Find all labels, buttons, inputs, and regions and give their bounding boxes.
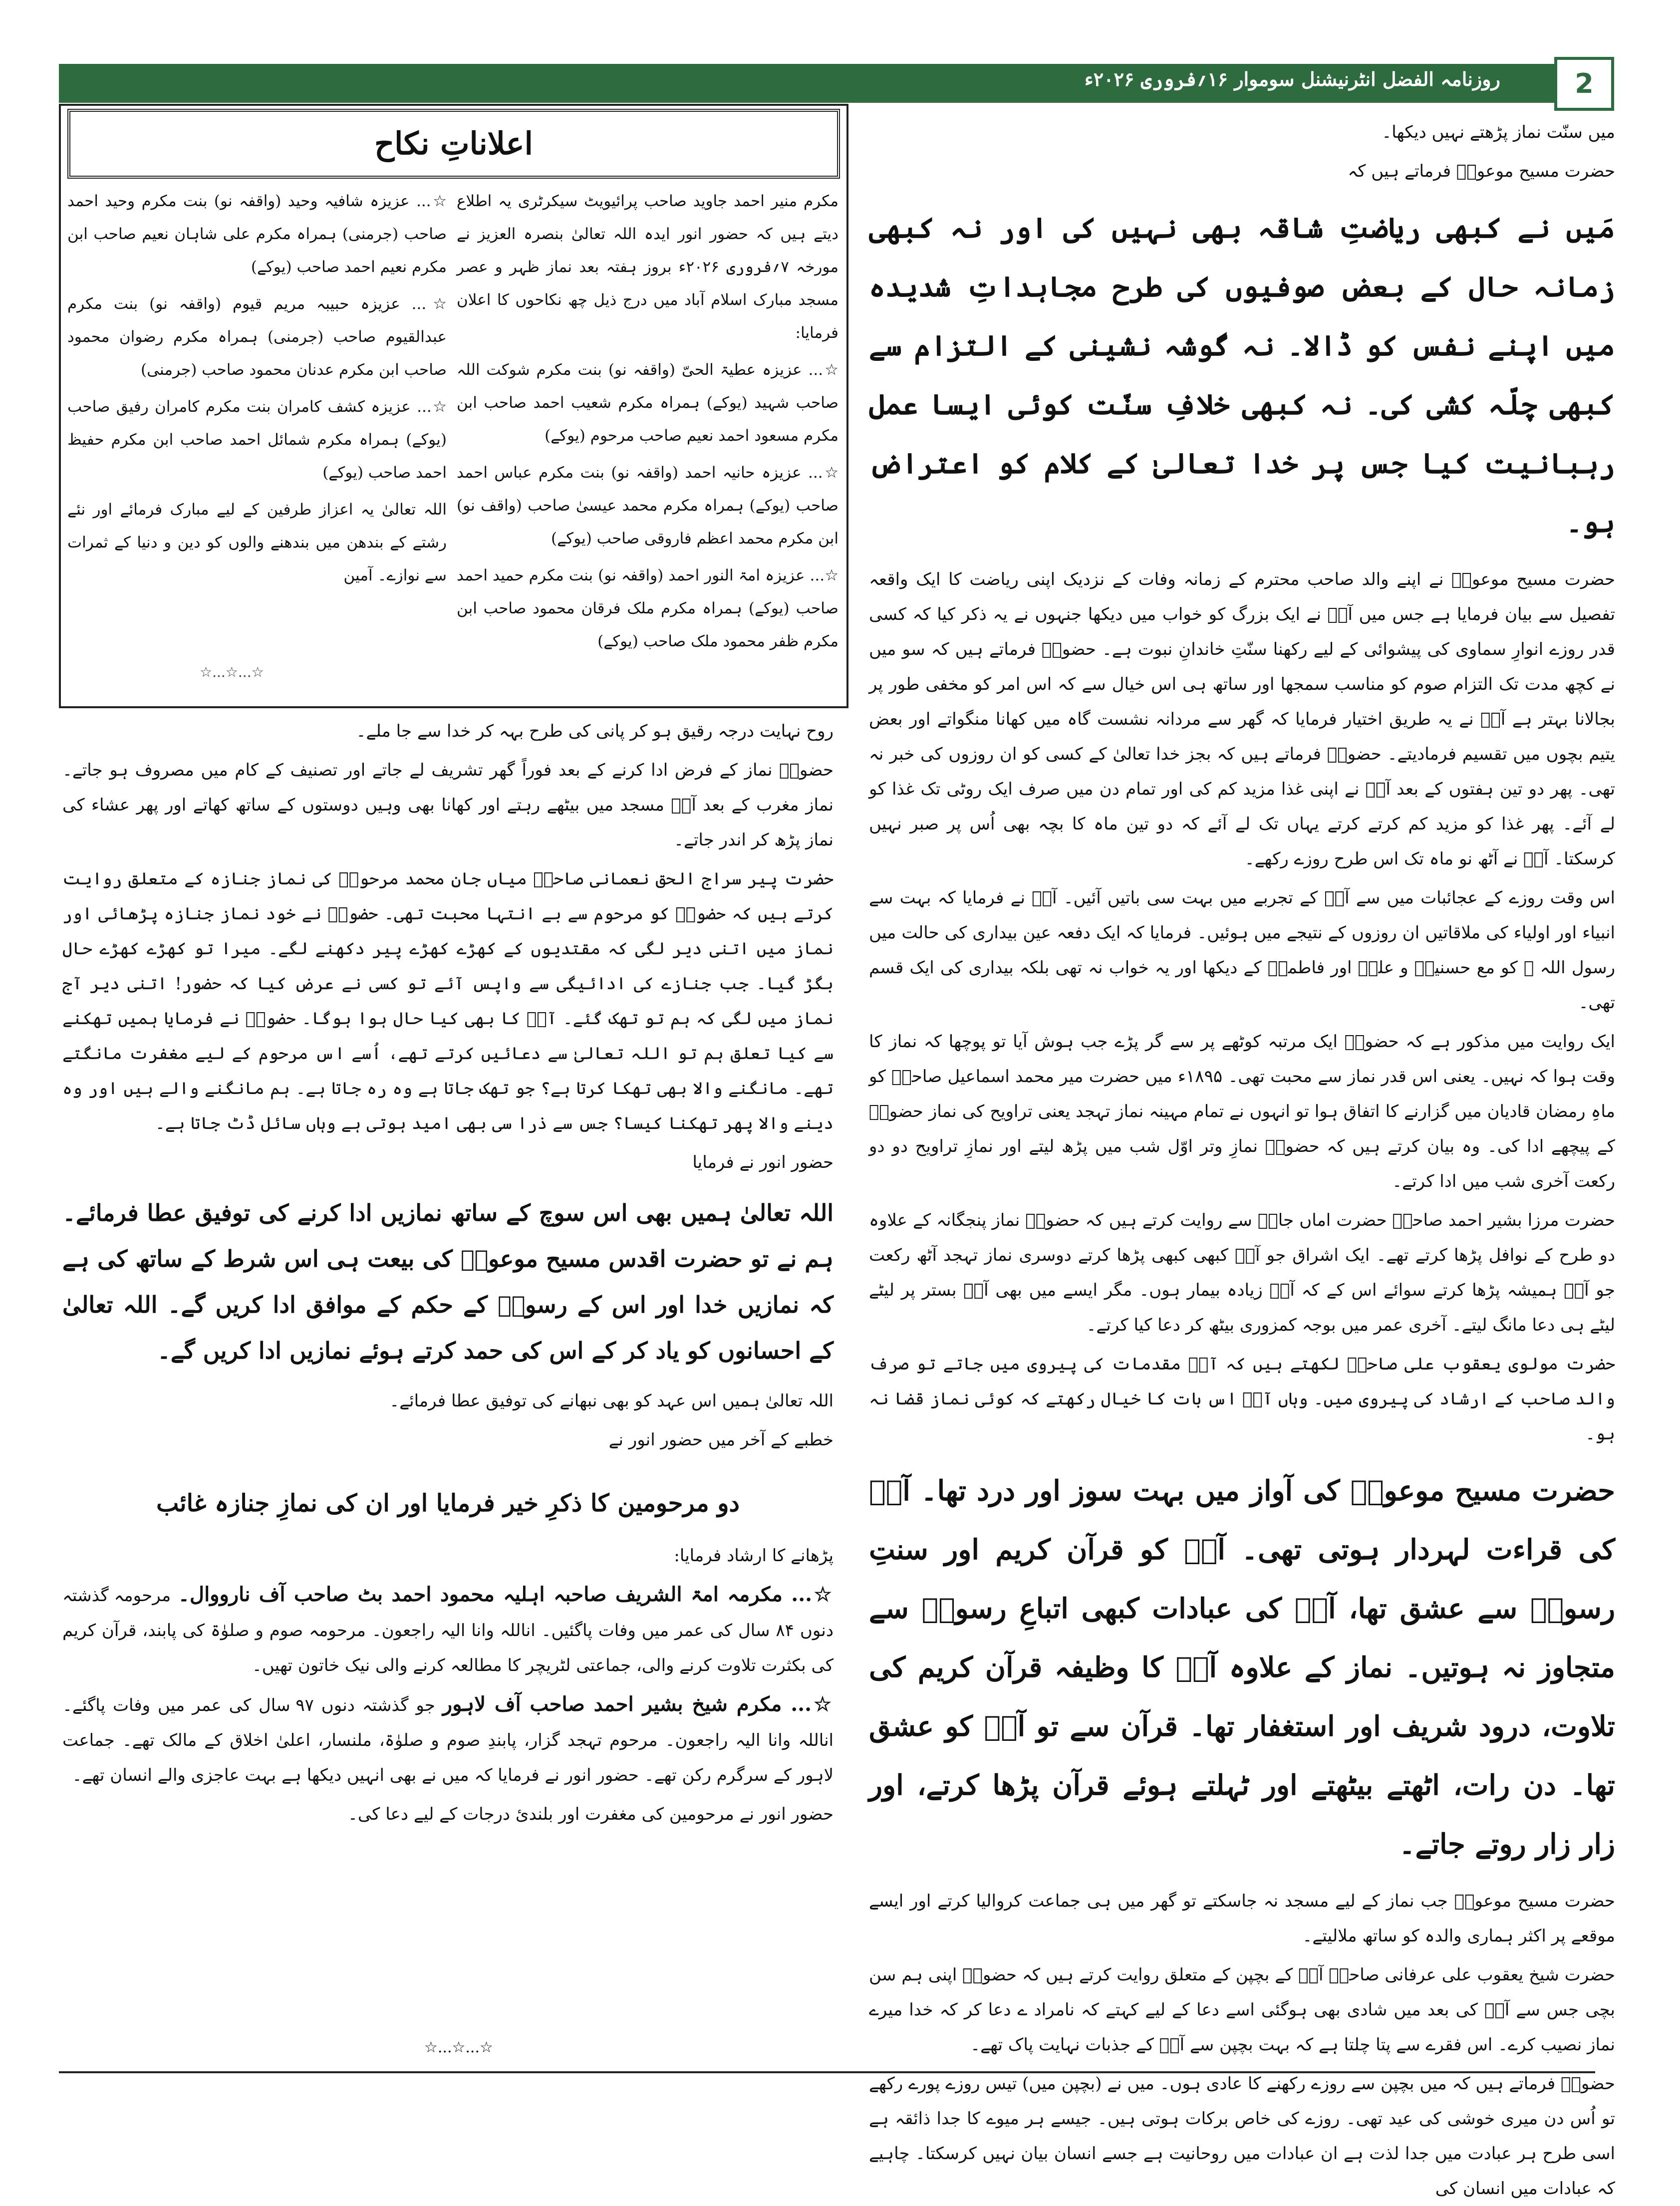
highlight-quote-3: اللہ تعالیٰ ہمیں بھی اس سوچ کے ساتھ نمازیں ادا کرنے کی توفیق عطا فرمائے۔ ہم نے تو حضرت اقدس مسیح موعودؑ کی بیعت ہی اس شرط کے ساتھ کی ہے کہ نمازیں خدا اور اس کے رسولؐ کے حکم کے موافق ادا کریں گے۔ اللہ تعالیٰ کے احسانوں کو یاد کر کے اس کی حمد کرتے ہوئے نمازیں ادا کریں گے۔ bbox=[62, 1199, 834, 1364]
separator-stars: ☆...☆...☆ bbox=[200, 664, 264, 680]
deceased-name-2: ☆... مکرم شیخ بشیر احمد صاحب آف لاہور bbox=[442, 1692, 834, 1716]
highlight-quote-2: حضرت مسیح موعودؑ کی آواز میں بہت سوز اور درد تھا۔ آپؑ کی قراءت لہردار ہوتی تھی۔ آپؑ کو قرآن کریم اور سنتِ رسولؐ سے عشق تھا، آپؑ کی عبادات کبھی اتباعِ رسولؐ سے متجاوز نہ ہوتیں۔ نماز کے علاوہ آپؑ کا وظیفہ قرآن کریم کی تلاوت، درود شریف اور استغفار تھا۔ قرآن سے تو آپؑ کو عشق تھا۔ دن رات، اٹھتے بیٹھتے اور ٹہلتے ہوئے قرآن پڑھا کرتے، اور زار زار روتے جاتے۔ bbox=[869, 1474, 1615, 1861]
paragraph: حضورؑ فرماتے ہیں کہ میں بچپن سے روزے رکھنے کا عادی ہوں۔ میں نے (بچپن میں) تیس روزے پورے رکھے تو اُس دن میری خوشی کی عید تھی۔ روزے کی خاص برکات ہوتی ہیں۔ جیسے ہر میوے کا جدا ذائقہ ہے اسی طرح ہر عبادت میں جدا لذت ہے ان عبادات میں روحانیت ہے جسے انسان بیان نہیں کرسکتا۔ چاہیے کہ عبادات میں انسان کی bbox=[869, 2074, 1615, 2199]
left-column bbox=[62, 714, 834, 2051]
paragraph: روح نہایت درجہ رقیق ہو کر پانی کی طرح بہہ کر خدا سے جا ملے۔ bbox=[356, 721, 834, 741]
nikah-entry: ☆... عزیزہ حانیہ احمد (واقفہ نو) بنت مکرم عباس احمد صاحب (یوکے) ہمراہ مکرم محمد عیسیٰ صاحب (واقف نو) ابن مکرم محمد اعظم فاروقی صاحب (یوکے) bbox=[457, 464, 839, 548]
paragraph: اس وقت روزے کے عجائبات میں سے آپؑ کے تجربے میں بہت سی باتیں آئیں۔ آپؑ نے فرمایا کہ بہت سے انبیاء اور اولیاء کی ملاقاتیں ان روزوں کے نتیجے میں ہوئیں۔ فرمایا کہ ایک دفعہ عین بیداری کی حالت میں رسول اللہ ﷺ کو مع حسنینؓ و علیؓ اور فاطمہؓ کے دیکھا اور یہ خواب نہ تھی بلکہ بیداری کی ایک قسم تھی۔ bbox=[869, 888, 1615, 1013]
bottom-rule bbox=[59, 2071, 1595, 2073]
nikah-entry: ☆... عزیزہ کشف کامران بنت مکرم کامران رفیق صاحب (یوکے) ہمراہ مکرم شمائل احمد صاحب ابن مکرم حفیظ احمد صاحب (یوکے) bbox=[67, 398, 447, 482]
paragraph: حضور انور نے فرمایا bbox=[692, 1152, 834, 1172]
nikah-right-column bbox=[457, 185, 839, 694]
deceased-name-1: ☆... مکرمہ امۃ الشریف صاحبہ اہلیہ محمود احمد بٹ صاحب آف نارووال۔ bbox=[178, 1583, 834, 1606]
highlight-quote-1: مَیں نے کبھی ریاضتِ شاقہ بھی نہیں کی اور نہ کبھی زمانہ حال کے بعض صوفیوں کی طرح مجاہداتِ شدیدہ میں اپنے نفس کو ڈالا۔ نہ گوشہ نشینی کے التزام سے کبھی چلّہ کشی کی۔ نہ کبھی خلافِ سنّت کوئی ایسا عمل رہبانیت کیا جس پر خدا تعالیٰ کے کلام کو اعتراض ہو۔ bbox=[869, 212, 1615, 539]
paragraph: حضرت مولوی یعقوب علی صاحبؓ لکھتے ہیں کہ آپؑ مقدمات کی پیروی میں جاتے تو صرف والد صاحب کے ارشاد کی پیروی میں۔ وہاں آپؑ اس بات کا خیال رکھتے کہ کوئی نماز قضا نہ ہو۔ bbox=[869, 1354, 1616, 1444]
nikah-blessing: اللہ تعالیٰ یہ اعزاز طرفین کے لیے مبارک فرمائے اور نئے رشتے کے بندھن میں بندھنے والوں کو دین و دنیا کے ثمرات سے نوازے۔ آمین bbox=[67, 501, 447, 584]
page-number: 2 bbox=[1554, 57, 1614, 111]
paragraph: خطبے کے آخر میں حضور انور نے bbox=[608, 1430, 834, 1450]
obituary-text: جو گذشتہ دنوں ۹۷ سال کی عمر میں وفات پاگئے۔ اناللہ وانا الیہ راجعون۔ مرحوم تہجد گزار، پابندِ صوم و صلوٰۃ، ملنسار، اعلیٰ اخلاق کے مالک تھے۔ جماعت لاہور کے سرگرم رکن تھے۔ حضور انور نے فرمایا کہ میں نے بھی انہیں دیکھا ہے بہت عاجزی والے انسان تھے۔ bbox=[62, 1695, 834, 1785]
nikah-intro: مکرم منیر احمد جاوید صاحب پرائیویٹ سیکرٹری یہ اطلاع دیتے ہیں کہ حضور انور ایدہ اللہ تعالیٰ بنصرہ العزیز نے مورخہ ۷؍فروری ۲۰۲۶ء بروز ہفتہ بعد نماز ظہر و عصر مسجد مبارک اسلام آباد میں درج ذیل چھ نکاحوں کا اعلان فرمایا: bbox=[457, 192, 839, 342]
paragraph: حضور انور نے مرحومین کی مغفرت اور بلندیٔ درجات کے لیے دعا کی۔ bbox=[347, 1804, 834, 1824]
obituary-1 bbox=[62, 1577, 834, 1683]
paragraph: ایک روایت میں مذکور ہے کہ حضورؑ ایک مرتبہ کوٹھے پر سے گر پڑے جب ہوش آیا تو پوچھا کہ نماز کا وقت ہوا کہ نہیں۔ یعنی اس قدر نماز سے محبت تھی۔ ۱۸۹۵ء میں حضرت میر محمد اسماعیل صاحبؓ کو ماہِ رمضان قادیان میں گزارنے کا اتفاق ہوا تو انہوں نے تمام مہینہ نماز تہجد یعنی تراویح کی نماز حضورؑ کے پیچھے ادا کی۔ وہ بیان کرتے ہیں کہ حضورؑ نمازِ وتر اوّل شب میں پڑھ لیتے اور نمازِ تراویح دو دو رکعت آخری شب میں ادا کرتے۔ bbox=[869, 1032, 1615, 1191]
paragraph: حضرت مسیح موعودؑ جب نماز کے لیے مسجد نہ جاسکتے تو گھر میں ہی جماعت کروالیا کرتے اور ایسے موقعے پر اکثر ہماری والدہ کو ساتھ ملالیتے۔ bbox=[869, 1891, 1615, 1946]
paragraph: حضرت شیخ یعقوب علی عرفانی صاحبؓ آپؑ کے بچپن کے متعلق روایت کرتے ہیں کہ حضورؑ اپنی ہم سن بچی جس سے آپؑ کی بعد میں شادی بھی ہوگئی اسے دعا کے لیے کہتے کہ نامراد ے دعا کر کہ خدا میرے نماز نصیب کرے۔ اس فقرے سے پتا چلتا ہے کہ بہت بچپن سے آپؑ کے جذبات نہایت پاک تھے۔ bbox=[869, 1965, 1615, 2055]
nikah-title: اعلاناتِ نکاح bbox=[67, 109, 840, 179]
obituary-2 bbox=[62, 1687, 834, 1793]
paragraph: حضرت پیر سراج الحق نعمانی صاحبؓ میاں جان محمد مرحومؓ کی نماز جنازہ کے متعلق روایت کرتے ہیں کہ حضورؑ کو مرحوم سے بے انتہا محبت تھی۔ حضورؑ نے خود نماز جنازہ پڑھائی اور نماز میں اتنی دیر لگی کہ مقتدیوں کے کھڑے کھڑے پیر دکھنے لگے۔ میرا تو کھڑے کھڑے حال بگڑ گیا۔ جب جنازے کی ادائیگی سے واپس آئے تو کسی نے عرض کیا کہ حضور! اتنی دیر آج نماز میں لگی کہ ہم تو تھک گئے۔ آپؑ کا بھی کیا حال ہوا ہوگا۔ حضورؑ نے فرمایا ہمیں تھکنے سے کیا تعلق ہم تو اللہ تعالیٰ سے دعائیں کرتے تھے، اُسے اس مرحوم کے لیے مغفرت مانگتے تھے۔ مانگنے والا بھی تھکا کرتا ہے؟ جو تھک جاتا ہے وہ رہ جاتا ہے۔ ہم مانگنے والے ہیں اور وہ دینے والا پھر تھکنا کیسا؟ جس سے ذرا سی بھی امید ہوتی ہے وہاں سائل ڈٹ جاتا ہے۔ bbox=[62, 869, 834, 1133]
paragraph: حضورؑ نماز کے فرض ادا کرنے کے بعد فوراً گھر تشریف لے جاتے اور تصنیف کے کام میں مصروف ہو جاتے۔ نماز مغرب کے بعد آپؑ مسجد میں بیٹھے رہتے اور کھانا بھی وہیں دوستوں کے ساتھ کھاتے اور پھر عشاء کی نماز پڑھ کر اندر جاتے۔ bbox=[62, 760, 834, 850]
nikah-entry: ☆... عزیزہ امۃ النور احمد (واقفہ نو) بنت مکرم حمید احمد صاحب (یوکے) ہمراہ مکرم ملک فرقان محمود صاحب ابن مکرم ظفر محمود ملک صاحب (یوکے) bbox=[457, 566, 839, 650]
intro-line-1: میں سنّت نماز پڑھتے نہیں دیکھا۔ bbox=[1382, 122, 1615, 142]
section-heading: دو مرحومین کا ذکرِ خیر فرمایا اور ان کی نمازِ جنازہ غائب bbox=[156, 1489, 740, 1517]
nikah-entry: ☆... عزیزہ شافیہ وحید (واقفہ نو) بنت مکرم وحید احمد صاحب (جرمنی) ہمراہ مکرم علی شاہان نعیم صاحب ابن مکرم نعیم احمد صاحب (یوکے) bbox=[67, 192, 447, 276]
paragraph: حضرت مرزا بشیر احمد صاحبؓ حضرت اماں جانؓ سے روایت کرتے ہیں کہ حضورؑ نماز پنجگانہ کے علاوہ دو طرح کے نوافل پڑھا کرتے تھے۔ ایک اشراق جو آپؑ کبھی کبھی پڑھا کرتے دوسری نماز تہجد آٹھ رکعت جو آپؑ ہمیشہ پڑھا کرتے سوائے اس کے کہ آپؑ زیادہ بیمار ہوں۔ مگر ایسے میں بھی آپؑ بستر پر لیٹے لیٹے ہی دعا مانگ لیتے۔ آخری عمر میں بوجہ کمزوری بیٹھ کر دعا کیا کرتے۔ bbox=[869, 1210, 1615, 1335]
nikah-entry: ☆... عزیزہ حبیبہ مریم قیوم (واقفہ نو) بنت مکرم عبدالقیوم صاحب (جرمنی) ہمراہ مکرم رضوان محمود صاحب ابن مکرم عدنان محمود صاحب (جرمنی) bbox=[67, 295, 447, 379]
intro-line-2: حضرت مسیح موعودؑ فرماتے ہیں کہ bbox=[1348, 161, 1615, 181]
nikah-entry: ☆... عزیزہ عطیۃ الحیّ (واقفہ نو) بنت مکرم شوکت اللہ صاحب شہید (یوکے) ہمراہ مکرم شعیب احمد صاحب ابن مکرم مسعود احمد نعیم صاحب مرحوم (یوکے) bbox=[457, 361, 839, 445]
separator-stars: ☆...☆...☆ bbox=[424, 2039, 493, 2056]
nikah-left-column bbox=[67, 185, 447, 694]
right-column bbox=[869, 115, 1616, 2199]
obituary-text: مرحومہ گذشتہ دنوں ۸۴ سال کی عمر میں وفات پاگئیں۔ اناللہ وانا الیہ راجعون۔ مرحومہ صوم و صلوٰۃ کی پابند، قرآن کریم کی بکثرت تلاوت کرنے والی، جماعتی لٹریچر کا مطالعہ کرنے والی نیک خاتون تھیں۔ bbox=[62, 1586, 834, 1675]
paragraph: اللہ تعالیٰ ہمیں اس عہد کو بھی نبھانے کی توفیق عطا فرمائے۔ bbox=[389, 1391, 834, 1411]
paragraph: حضرت مسیح موعودؑ نے اپنے والد صاحب محترم کے زمانہ وفات کے نزدیک اپنی ریاضت کا ایک واقعہ تفصیل سے بیان فرمایا ہے جس میں آپؑ نے ایک بزرگ کو خواب میں دیکھا جنہوں نے یہ ذکر کیا کہ کسی قدر روزے انوارِ سماوی کی پیشوائی کے لیے رکھنا سنّتِ خاندانِ نبوت ہے۔ حضورؑ فرماتے ہیں کہ سو میں نے کچھ مدت تک التزام صوم کو مناسب سمجھا اور ساتھ ہی اس خیال سے کہ اس امر کو مخفی طور پر بجالانا بہتر ہے آپؑ نے یہ طریق اختیار فرمایا کہ گھر سے مردانہ نشست گاہ میں کھانا منگواتے اور بعض یتیم بچوں میں تقسیم فرمادیتے۔ حضورؑ فرماتے ہیں کہ بجز خدا تعالیٰ کے کسی کو ان روزوں کی خبر نہ تھی۔ پھر دو تین ہفتوں کے بعد آپؑ نے اپنی غذا مزید کم کی اور تمام دن میں صرف ایک روٹی تک غذا کو لے آئے۔ پھر غذا کو مزید کم کرتے کرتے یہاں تک لے آئے کہ دو تین ماہ کا بچہ بھی اُس پر صبر نہیں کرسکتا۔ آپؑ نے آٹھ نو ماہ تک اس طرح روزے رکھے۔ bbox=[869, 569, 1615, 869]
paragraph: پڑھانے کا ارشاد فرمایا: bbox=[674, 1546, 834, 1566]
newspaper-title: روزنامہ الفضل انٹرنیشنل سوموار ۱۶؍فروری ۲۰۲۶ء bbox=[1084, 68, 1500, 90]
